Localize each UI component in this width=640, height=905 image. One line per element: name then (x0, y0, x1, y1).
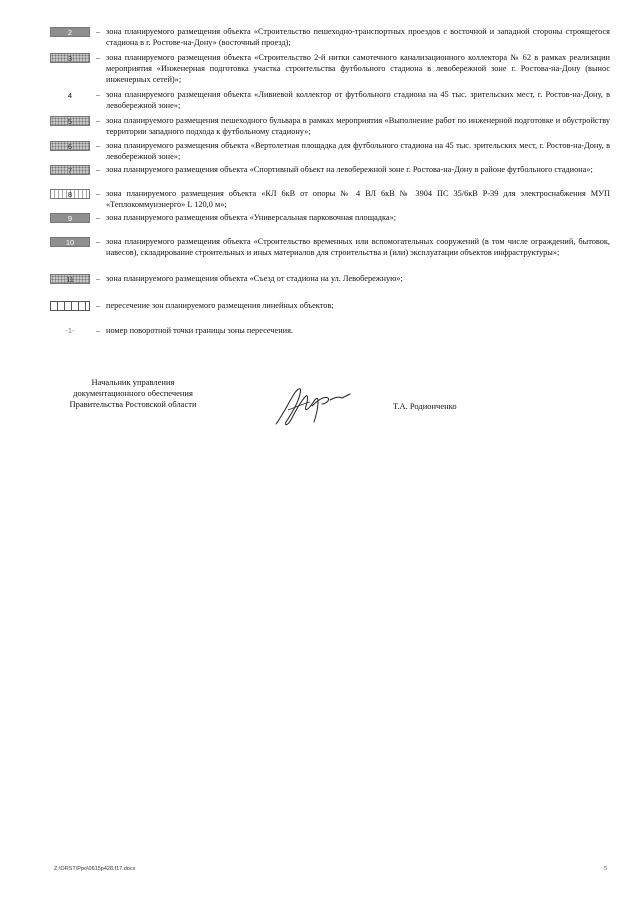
legend-row-9 (50, 212, 610, 223)
legend-text: зона планируемого размещения объекта «Вертолетная площадка для футбольного стадиона на 45 тыс. зрительских мест, г. Ростов-на-Дону, в левобережной зоне»; (106, 141, 610, 161)
legend-dash: – (96, 189, 100, 198)
legend-text: зона планируемого размещения объекта «Строительство временных или вспомогательных сооружений (в том числе ограждений, бытовок, навесов), складирование строительных и иных материалов для строительства и (или) эксплуатации объектов инфраструктуры»; (106, 237, 610, 257)
legend-row-7 (50, 164, 610, 175)
legend-row-11 (50, 273, 610, 284)
legend-swatch: 7 (50, 165, 90, 175)
legend-text: зона планируемого размещения объекта «Универсальная парковочная площадка»; (106, 213, 397, 222)
legend-dash: – (96, 301, 100, 310)
intersection-swatch (50, 301, 90, 311)
legend-text: зона планируемого размещения объекта «КЛ 6кВ от опоры № 4 ВЛ 6кВ № 3904 ПС 35/6кВ Р-39 для электроснабжения МУП «Теплокоммунэнерго» L 120,0 м»; (106, 189, 610, 209)
legend-dash: – (96, 213, 100, 222)
handwritten-signature (272, 382, 362, 432)
signatory-name: Т.А. Родионченко (393, 401, 457, 411)
legend-row-10 (50, 236, 610, 258)
legend-swatch: 8 (50, 189, 90, 199)
legend-text: зона планируемого размещения пешеходного бульвара в рамках мероприятия «Выполнение работ по инженерной подготовке и обустройству территории западного подхода к футбольному стадиону»; (106, 116, 610, 136)
position-line: Правительства Ростовской области (69, 399, 197, 409)
legend-swatch: 2 (50, 27, 90, 37)
signatory-position (48, 377, 218, 410)
legend-swatch: 3 (50, 53, 90, 63)
legend-swatch: 9 (50, 213, 90, 223)
legend-dash: – (96, 165, 100, 174)
legend-swatch: 10 (50, 237, 90, 247)
legend-swatch: 5 (50, 116, 90, 126)
legend-swatch: 4 (50, 90, 90, 100)
legend-dash: – (96, 326, 100, 335)
legend-row-turning-point (50, 325, 610, 336)
legend-dash: – (96, 141, 100, 150)
legend-row-3 (50, 52, 610, 85)
legend-row-4 (50, 89, 610, 111)
legend-swatch: 6 (50, 141, 90, 151)
legend-text: зона планируемого размещения объекта «Ливневой коллектор от футбольного стадиона на 45 тыс. зрительских мест, г. Ростов-на-Дону, в левобережной зоне»; (106, 90, 610, 110)
legend-dash: – (96, 90, 100, 99)
legend-row-6 (50, 140, 610, 162)
legend-swatch: 11 (50, 274, 90, 284)
legend-text: зона планируемого размещения объекта «Съезд от стадиона на ул. Левобережную»; (106, 274, 403, 283)
legend-dash: – (96, 27, 100, 36)
legend-dash: – (96, 116, 100, 125)
footer-file-path: Z:\ORST\Ppo\0615p428.f17.docx (54, 866, 136, 872)
position-line: документационного обеспечения (73, 388, 193, 398)
position-line: Начальник управления (91, 377, 175, 387)
legend-text: пересечение зон планируемого размещения линейных объектов; (106, 301, 334, 310)
legend-row-5 (50, 115, 610, 137)
turning-point-marker: -1- (65, 326, 75, 335)
legend-row-8 (50, 188, 610, 210)
legend-dash: – (96, 274, 100, 283)
legend-text: зона планируемого размещения объекта «Спортивный объект на левобережной зоне г. Ростова-на-Дону в районе футбольного стадиона»; (106, 165, 593, 174)
legend-row-2 (50, 26, 610, 48)
legend-dash: – (96, 237, 100, 246)
legend-row-intersection (50, 300, 610, 311)
legend-text: номер поворотной точки границы зоны пересечения. (106, 326, 293, 335)
legend-dash: – (96, 53, 100, 62)
page-number: 5 (604, 866, 607, 872)
legend-text: зона планируемого размещения объекта «Строительство 2-й нитки самотечного канализационного коллектора № 62 в рамках реализации мероприятия «Инженерная подготовка участка строительства футбольного стадиона в левобережной зоне г. Ростова-на-Дону (вынос инженерных сетей)»; (106, 53, 610, 84)
legend-text: зона планируемого размещения объекта «Строительство пешеходно-транспортных проездов с восточной и западной стороны строящегося стадиона в г. Ростове-на-Дону» (восточный проезд); (106, 27, 610, 47)
